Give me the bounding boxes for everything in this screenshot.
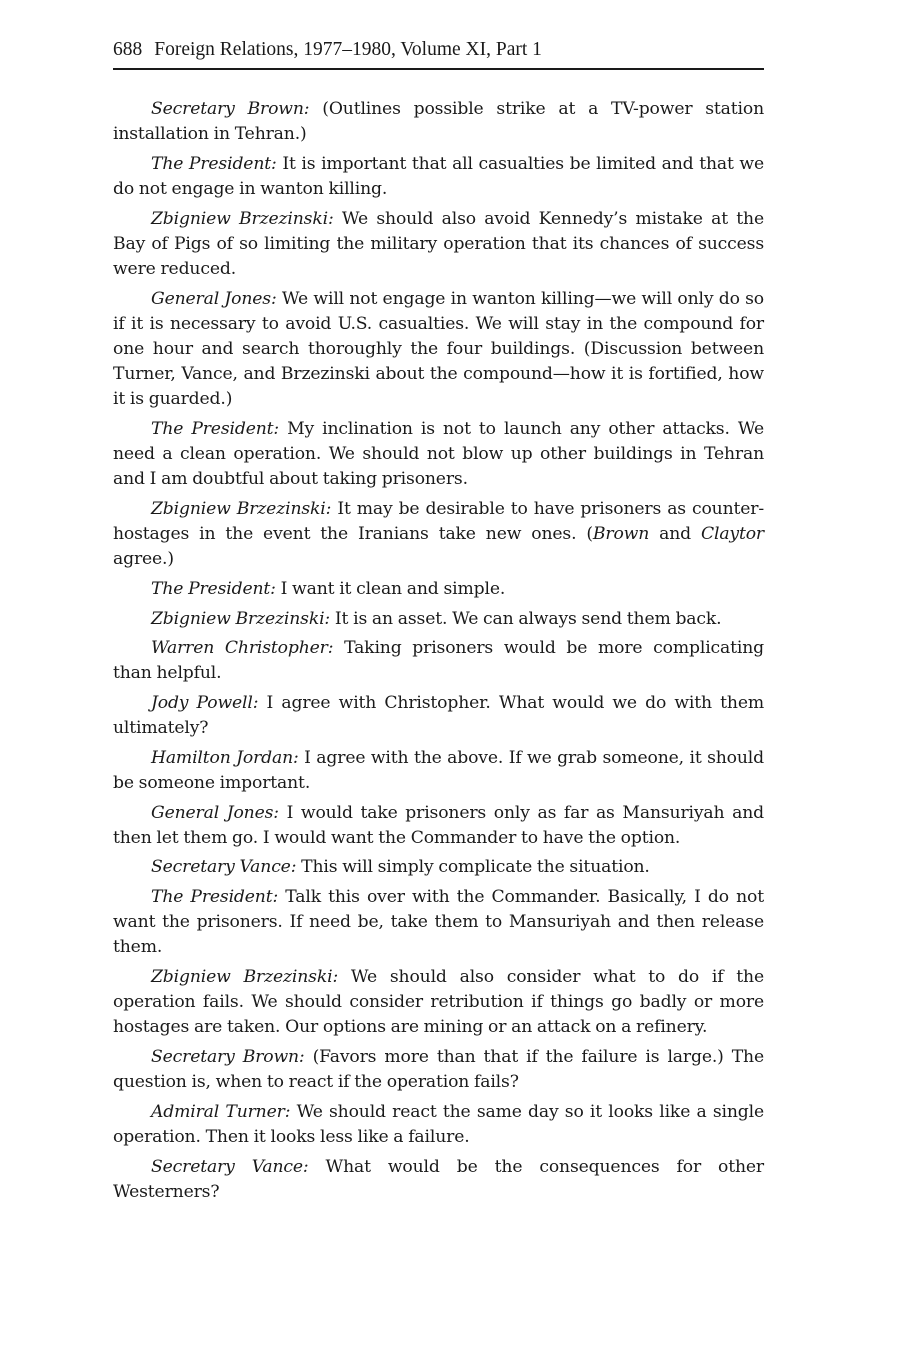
speaker-label: Admiral Turner: bbox=[151, 1101, 291, 1122]
paragraph bbox=[113, 417, 764, 493]
speaker-label: Warren Christopher: bbox=[151, 638, 334, 659]
paragraph bbox=[113, 691, 764, 741]
statement-text: We should also avoid Kennedy’s mistake at the Bay of Pigs of so limiting the military operation that its chances of success were reduced. bbox=[113, 208, 764, 279]
paragraph bbox=[113, 497, 764, 573]
speaker-label: Zbigniew Brzezinski: bbox=[151, 608, 331, 629]
paragraph bbox=[113, 801, 764, 851]
paragraph bbox=[113, 577, 764, 602]
speaker-label: Zbigniew Brzezinski: bbox=[151, 208, 334, 229]
statement-text: This will simply complicate the situation. bbox=[296, 857, 650, 878]
running-head bbox=[113, 36, 764, 70]
statement-text: (Favors more than that if the failure is large.) The question is, when to react if the operation fails? bbox=[113, 1046, 764, 1093]
speaker-label: The President: bbox=[151, 419, 280, 439]
running-title: Foreign Relations, 1977–1980, Volume XI, Part 1 bbox=[154, 39, 542, 60]
paragraph bbox=[113, 287, 764, 413]
speaker-label: Jody Powell: bbox=[151, 692, 259, 713]
statement-text: We should also consider what to do if the operation fails. We should consider retribution if things go badly or more hostages are taken. Our options are mining or an attack on a refinery. bbox=[113, 966, 764, 1038]
emphasized-name: Claytor bbox=[700, 524, 764, 545]
statement-text: We will not engage in wanton killing—we will only do so if it is necessary to avoid U.S. casualties. We will stay in the compound for one hour and search thoroughly the four buildings. (Discussion between Turner, Vance, and Brzezinski about the compound—how it is fortified, how it is guarded.) bbox=[113, 288, 764, 410]
speaker-label: Secretary Vance: bbox=[151, 1156, 309, 1177]
speaker-label: Secretary Vance: bbox=[151, 857, 297, 878]
speaker-label: Hamilton Jordan: bbox=[151, 747, 299, 768]
paragraph bbox=[113, 1155, 764, 1205]
speaker-label: General Jones: bbox=[151, 802, 279, 823]
paragraph bbox=[113, 855, 764, 880]
statement-text: Taking prisoners would be more complicating than helpful. bbox=[113, 638, 764, 684]
paragraph bbox=[113, 1045, 764, 1095]
statement-text: We should react the same day so it looks like a single operation. Then it looks less like a failure. bbox=[113, 1101, 765, 1147]
paragraph bbox=[113, 97, 764, 147]
statement-text: What would be the consequences for other Westerners? bbox=[113, 1156, 764, 1202]
document-page bbox=[113, 36, 764, 1209]
meeting-transcript bbox=[113, 97, 764, 1205]
speaker-label: Secretary Brown: bbox=[151, 99, 310, 119]
paragraph bbox=[113, 746, 764, 796]
statement-text: agree.) bbox=[113, 549, 174, 570]
speaker-label: Secretary Brown: bbox=[151, 1046, 305, 1067]
page-number: 688 bbox=[113, 39, 143, 60]
paragraph bbox=[113, 885, 764, 961]
statement-text: Talk this over with the Commander. Basically, I do not want the prisoners. If need be, take them to Mansuriyah and then release them. bbox=[113, 886, 764, 958]
statement-text: (Outlines possible strike at a TV-power station installation in Tehran.) bbox=[113, 99, 765, 145]
emphasized-name: Brown bbox=[592, 524, 650, 545]
statement-text: It is important that all casualties be limited and that we do not engage in wanton killing. bbox=[113, 153, 764, 199]
statement-text: I want it clean and simple. bbox=[275, 579, 506, 599]
speaker-label: Zbigniew Brzezinski: bbox=[151, 966, 339, 987]
paragraph bbox=[113, 965, 764, 1041]
paragraph bbox=[113, 1100, 764, 1150]
speaker-label: The President: bbox=[151, 579, 276, 599]
statement-text: I agree with Christopher. What would we do with them ultimately? bbox=[113, 692, 764, 739]
speaker-label: The President: bbox=[151, 886, 279, 907]
speaker-label: The President: bbox=[151, 153, 277, 174]
statement-text: I would take prisoners only as far as Mansuriyah and then let them go. I would want the Commander to have the option. bbox=[113, 802, 764, 848]
statement-text: My inclination is not to launch any other attacks. We need a clean operation. We should not blow up other buildings in Tehran and I am doubtful about taking prisoners. bbox=[113, 419, 764, 490]
speaker-label: General Jones: bbox=[151, 288, 277, 309]
paragraph bbox=[113, 152, 764, 202]
statement-text: and bbox=[649, 524, 701, 545]
paragraph bbox=[113, 636, 764, 686]
statement-text: I agree with the above. If we grab someone, it should be someone important. bbox=[113, 747, 764, 793]
speaker-label: Zbigniew Brzezinski: bbox=[151, 499, 332, 519]
paragraph bbox=[113, 207, 764, 283]
statement-text: It may be desirable to have prisoners as counter-hostages in the event the Iranians take new ones. ( bbox=[113, 499, 764, 545]
statement-text: It is an asset. We can always send them back. bbox=[330, 608, 722, 629]
paragraph bbox=[113, 607, 764, 632]
